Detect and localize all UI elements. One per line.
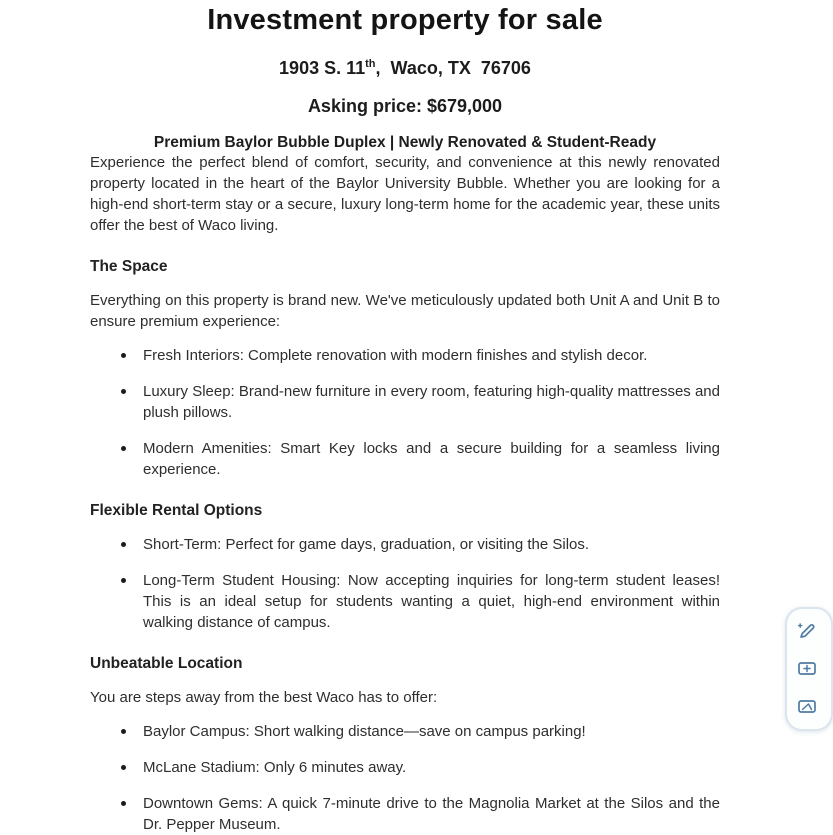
intro-paragraph: Experience the perfect blend of comfort, security, and convenience at this newly renovated property located in the heart of the Baylor University Bubble. Whether you are looking for a high-end short-term stay or a secure, luxury long-term home for the academic year, these units offer the best of Waco living. [90, 154, 720, 234]
section-heading-location: Unbeatable Location [90, 655, 243, 672]
address-line [90, 58, 720, 79]
bullet-list-location [90, 721, 720, 835]
section-lead-location: You are steps away from the best Waco has to offer: [90, 689, 438, 706]
page-title: Investment property for sale [207, 4, 603, 36]
section-lead-the-space: Everything on this property is brand new. We've meticulously updated both Unit A and Unit B to ensure premium experience: [90, 292, 720, 330]
bullet-item: Baylor Campus: Short walking distance—save on campus parking! [90, 721, 720, 742]
bullet-list-the-space [90, 345, 720, 480]
address-suffix: , Waco, TX 76706 [375, 58, 531, 78]
asking-price: Asking price: $679,000 [307, 96, 503, 116]
address-prefix: 1903 S. 11 [279, 58, 366, 78]
tagline: Premium Baylor Bubble Duplex | Newly Renovated & Student-Ready [153, 134, 657, 151]
section-heading-the-space: The Space [90, 258, 168, 275]
bullet-item: McLane Stadium: Only 6 minutes away. [90, 757, 720, 778]
edit-image-icon[interactable] [796, 696, 818, 718]
bullet-item: Downtown Gems: A quick 7-minute drive to the Magnolia Market at the Silos and the Dr. Pepper Museum. [90, 793, 720, 835]
bullet-item: Long-Term Student Housing: Now accepting inquiries for long-term student leases! This is an ideal setup for students wanting a quiet, high-end environment within walking distance of campus. [90, 570, 720, 633]
bullet-list-rental-options [90, 534, 720, 633]
document-body [90, 152, 720, 835]
section-heading-rental-options: Flexible Rental Options [90, 502, 263, 519]
bullet-item: Luxury Sleep: Brand-new furniture in every room, featuring high-quality mattresses and plush pillows. [90, 381, 720, 423]
bullet-item: Fresh Interiors: Complete renovation with modern finishes and stylish decor. [90, 345, 720, 366]
floating-toolbar [785, 607, 833, 731]
address-ordinal-suffix: th [365, 58, 376, 70]
bullet-item: Modern Amenities: Smart Key locks and a secure building for a seamless living experience. [90, 438, 720, 480]
add-comment-icon[interactable] [796, 658, 818, 680]
bullet-item: Short-Term: Perfect for game days, graduation, or visiting the Silos. [90, 534, 720, 555]
pen-sparkle-icon[interactable] [796, 620, 818, 642]
